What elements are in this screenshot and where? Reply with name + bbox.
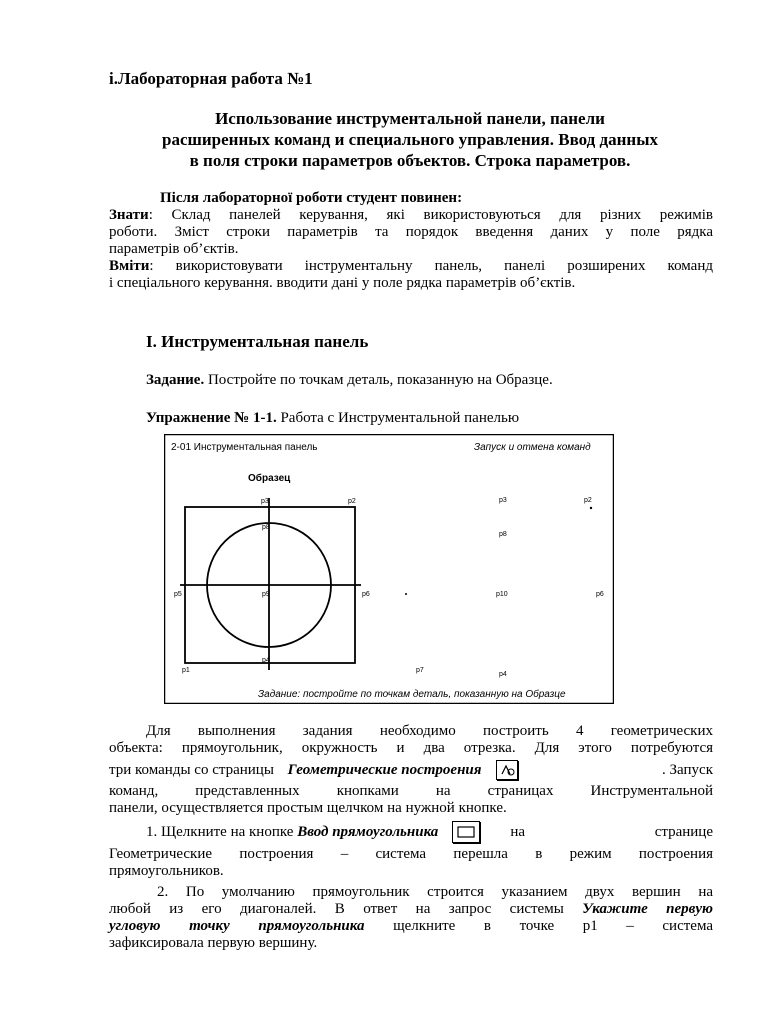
task-line	[146, 372, 553, 389]
para1-text-a: три команды со страницы	[109, 761, 278, 778]
step1-line-1	[109, 818, 713, 846]
objectives-block	[109, 207, 713, 292]
para1-line-3	[109, 757, 713, 783]
step2-text-b: щелкните в точке p1 – система	[364, 918, 713, 934]
point-label: p1	[182, 667, 190, 674]
section-title: I. Инструментальная панель	[146, 332, 369, 351]
step2-line-1: 2. По умолчанию прямоугольник строится указанием двух вершин на	[157, 884, 713, 900]
figure-footer: Задание: постройте по точкам деталь, показанную на Образце	[258, 689, 566, 700]
point-label: p4	[499, 671, 507, 678]
point-marker	[590, 507, 592, 509]
point-label: p8	[499, 531, 507, 538]
point-label: p6	[596, 591, 604, 598]
figure-header-right: Запуск и отмена команд	[474, 442, 591, 453]
point-label: p6	[362, 591, 370, 598]
can-line-1	[109, 258, 713, 275]
prompt-corner-point: угловую точку прямоугольника	[109, 918, 365, 934]
figure-header-left: 2-01 Инструментальная панель	[171, 442, 318, 453]
geometric-constructions-link: Геометрические построения	[287, 761, 482, 778]
figure-sample-label: Образец	[248, 473, 291, 484]
lab-title: і.Лабораторная работа №1	[109, 69, 313, 88]
exercise-line	[146, 410, 519, 427]
subtitle-line: Использование инструментальной панели, панели	[215, 109, 605, 128]
geometry-icon	[497, 761, 517, 779]
point-label: p4	[262, 657, 270, 664]
know-line-1	[109, 207, 713, 224]
rectangle-button[interactable]	[452, 821, 480, 843]
point-label: p2	[348, 498, 356, 505]
para1-text-c: . Запуск	[662, 761, 713, 778]
subtitle-line: расширенных команд и специального управления. Ввод данных	[162, 130, 658, 149]
point-label: p7	[416, 667, 424, 674]
step1-line-2: Геометрические построения – система перешла в режим построения	[109, 846, 713, 862]
task-label: Задание.	[146, 372, 205, 388]
task-text: Постройте по точкам деталь, показанную на Образце.	[204, 372, 553, 388]
subtitle-line: в поля строки параметров объектов. Строка параметров.	[189, 151, 631, 170]
page-subtitle	[100, 108, 720, 171]
step2-line-4: зафиксировала первую вершину.	[109, 935, 318, 951]
step1-text-a: 1. Щелкните на кнопке	[146, 823, 298, 840]
step2-line-3	[109, 918, 713, 935]
point-marker	[405, 593, 407, 595]
point-label: p10	[496, 591, 508, 598]
exercise-label: Упражнение № 1-1.	[146, 410, 277, 426]
step2-text-a: любой из его диагоналей. В ответ на запрос системы	[109, 901, 583, 917]
rectangle-command-link: Ввод прямоугольника	[297, 823, 439, 840]
para1-line-5: панели, осуществляется простым щелчком на нужной кнопке.	[109, 800, 507, 816]
step2-line-2	[109, 901, 713, 918]
para1-line-4: команд, представленных кнопками на страницах Инструментальной	[109, 783, 713, 799]
step1-line-3: прямоугольников.	[109, 863, 224, 879]
rectangle-icon	[453, 822, 479, 842]
step-1	[109, 818, 713, 880]
can-line-2: і спеціального керування. вводити дані у поле рядка параметрів об’єктів.	[109, 275, 576, 291]
step1-text-c: на странице	[510, 823, 713, 840]
can-label: Вміти	[109, 258, 150, 274]
point-label: p3	[499, 497, 507, 504]
paragraph-1	[109, 723, 713, 817]
point-label: p3	[261, 498, 269, 505]
know-line-3: параметрів об’єктів.	[109, 241, 239, 257]
geometric-constructions-icon[interactable]	[496, 760, 518, 780]
sample-figure	[164, 434, 614, 704]
objectives-heading: Після лабораторної роботи студент повинен:	[160, 190, 463, 206]
point-label: p2	[584, 497, 592, 504]
prompt-first-point: Укажите первую	[582, 901, 713, 917]
para1-line-1: Для выполнения задания необходимо построить 4 геометрических	[146, 723, 713, 739]
know-text: : Склад панелей керування, які використовуються для різних режимів	[148, 207, 713, 223]
exercise-text: Работа с Инструментальной панелью	[276, 410, 520, 426]
point-label: p5	[174, 591, 182, 598]
can-text: : використовувати інструментальну панель, панелі розширених команд	[149, 258, 713, 274]
para1-line-2: объекта: прямоугольник, окружность и два отрезка. Для этого потребуются	[109, 740, 713, 756]
point-label: p8	[262, 524, 270, 531]
step-2	[109, 884, 713, 952]
know-line-2: роботи. Зміст строки параметрів та порядок введення даних у поле рядка	[109, 224, 713, 240]
know-label: Знати	[109, 207, 149, 223]
point-label: p9	[262, 591, 270, 598]
